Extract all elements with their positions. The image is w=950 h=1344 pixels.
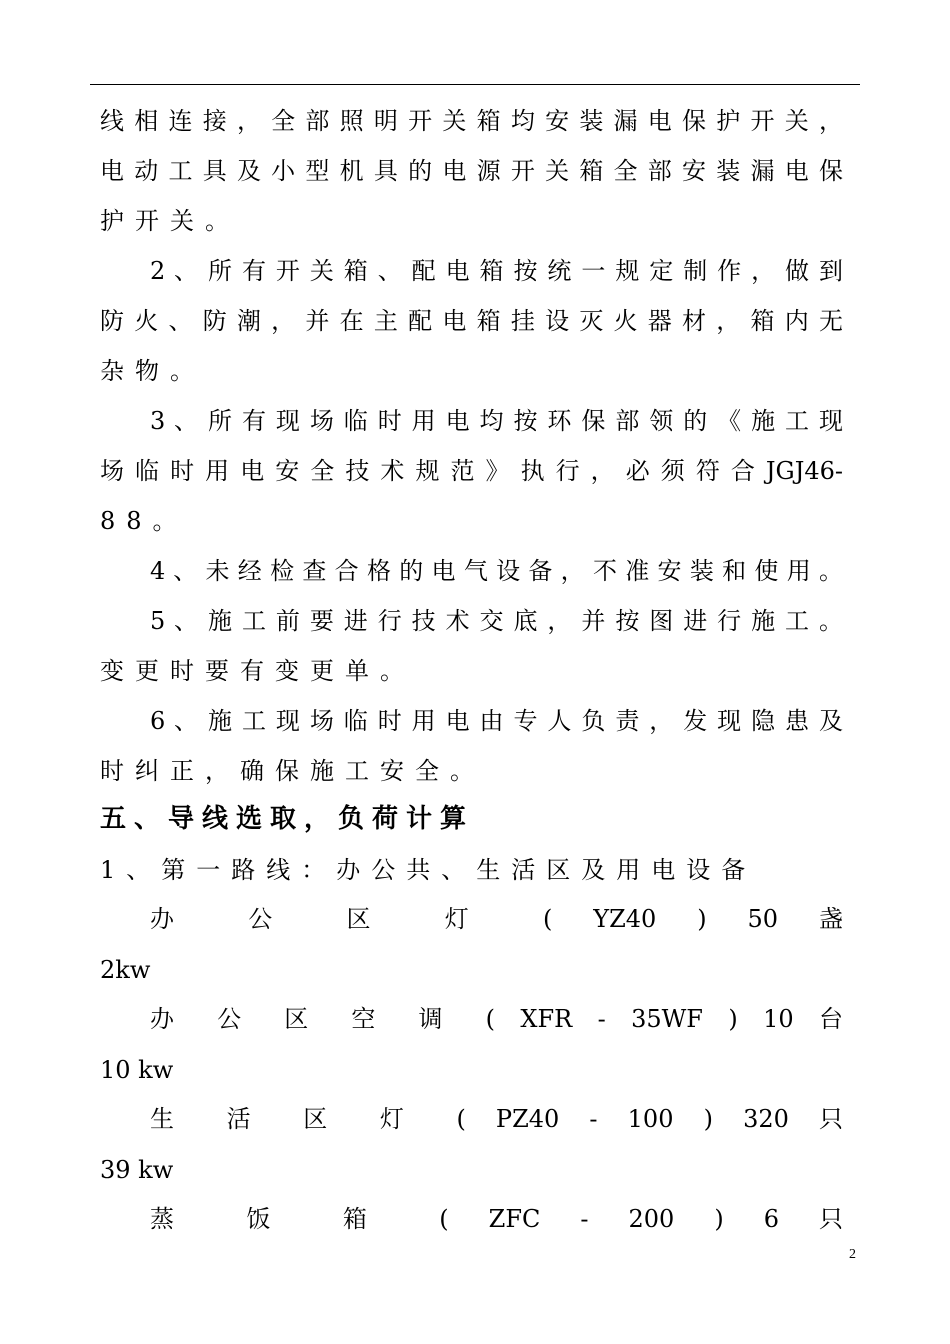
body-line-9: 88。 xyxy=(100,507,188,535)
page-number: 2 xyxy=(849,1247,856,1262)
body-line-8: 场 临 时 用 电 安 全 技 术 规 范 》 执 行 ， 必 须 符 合 JGJ46- xyxy=(100,457,843,485)
load-value-office-lights: 2kw xyxy=(100,956,151,984)
header-rule xyxy=(90,84,860,85)
body-line-16: 1、第一路线：办公共、生活区及用电设备 xyxy=(100,856,757,884)
body-line-2: 电 动 工 具 及 小 型 机 具 的 电 源 开 关 箱 全 部 安 装 漏 电 保 xyxy=(100,157,843,185)
body-line-3: 护开关。 xyxy=(100,207,240,235)
body-line-14: 时纠正，确保施工安全。 xyxy=(100,757,485,785)
body-line-13: 6 、 施 工 现 场 临 时 用 电 由 专 人 负 责 ， 发 现 隐 患 及 xyxy=(150,707,843,735)
body-line-11: 5 、 施 工 前 要 进 行 技 术 交 底 ， 并 按 图 进 行 施 工 。 xyxy=(150,607,843,635)
load-item-rice-steamer: 蒸 饭 箱 ( ZFC - 200 ) 6 只 xyxy=(150,1205,843,1233)
load-item-living-lights: 生 活 区 灯 ( PZ40 - 100 ) 320 只 xyxy=(150,1105,843,1133)
section-heading: 五、导线选取，负荷计算 xyxy=(100,804,475,834)
body-line-12: 变更时要有变更单。 xyxy=(100,657,415,685)
load-item-office-ac: 办 公 区 空 调 ( XFR - 35WF ) 10 台 xyxy=(150,1005,843,1033)
load-value-office-ac: 10 kw xyxy=(100,1056,174,1084)
body-line-5: 防 火 、 防 潮 ， 并 在 主 配 电 箱 挂 设 灭 火 器 材 ， 箱 内 无 xyxy=(100,307,843,335)
load-item-office-lights: 办 公 区 灯 ( YZ40 ) 50 盏 xyxy=(150,905,843,933)
body-line-4: 2 、 所 有 开 关 箱 、 配 电 箱 按 统 一 规 定 制 作 ， 做 到 xyxy=(150,257,843,285)
body-line-10: 4 、 未 经 检 查 合 格 的 电 气 设 备 ， 不 准 安 装 和 使 用 。 xyxy=(150,557,843,585)
body-line-1: 线 相 连 接 ， 全 部 照 明 开 关 箱 均 安 装 漏 电 保 护 开 关 ， xyxy=(100,107,843,135)
body-line-7: 3 、 所 有 现 场 临 时 用 电 均 按 环 保 部 领 的 《 施 工 现 xyxy=(150,407,843,435)
body-line-6: 杂物。 xyxy=(100,357,205,385)
load-value-living-lights: 39 kw xyxy=(100,1156,174,1184)
